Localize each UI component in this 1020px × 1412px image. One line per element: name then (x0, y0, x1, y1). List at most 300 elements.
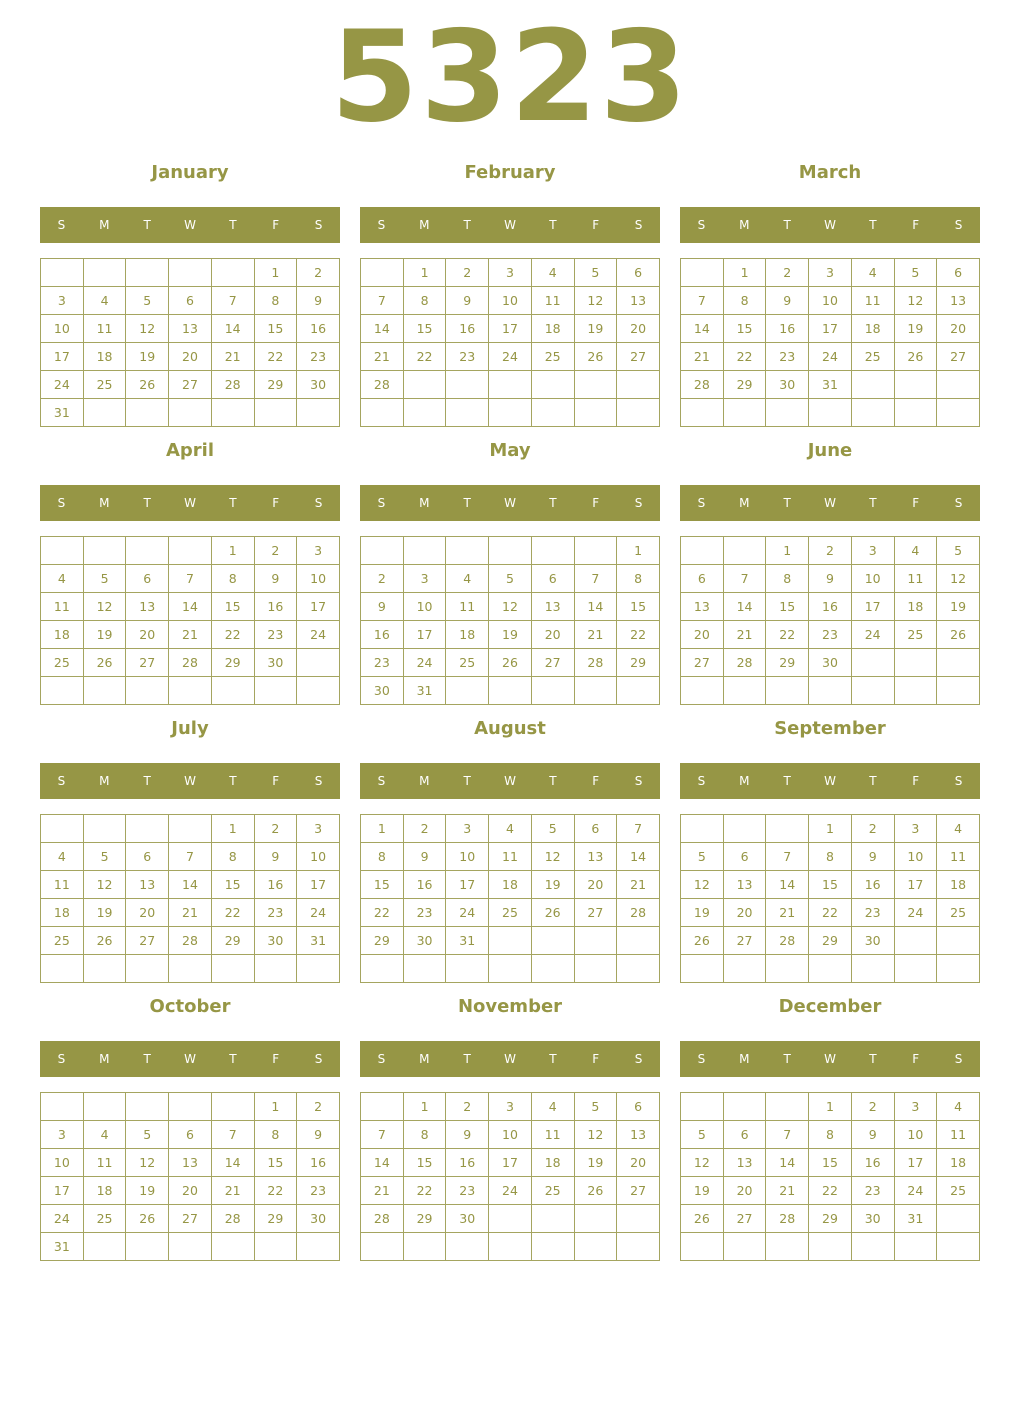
week-row (681, 815, 980, 843)
day-cell: 19 (894, 315, 937, 343)
weekday-label: F (912, 218, 920, 232)
weekday-label: W (184, 1052, 196, 1066)
empty-day-cell (766, 815, 809, 843)
day-cell: 10 (41, 1149, 84, 1177)
day-cell: 14 (766, 871, 809, 899)
day-cell: 5 (574, 1093, 617, 1121)
day-cell: 15 (617, 593, 660, 621)
weekday-label: M (419, 774, 430, 788)
weekday-label: S (634, 1052, 643, 1066)
day-cell: 27 (126, 649, 169, 677)
empty-day-cell (681, 537, 724, 565)
empty-day-cell (809, 955, 852, 983)
day-cell: 7 (211, 287, 254, 315)
empty-day-cell (126, 537, 169, 565)
day-cell: 19 (681, 899, 724, 927)
weekday-label: S (377, 774, 386, 788)
day-cell: 17 (894, 871, 937, 899)
empty-day-cell (681, 259, 724, 287)
day-cell: 19 (83, 899, 126, 927)
day-cell: 17 (851, 593, 894, 621)
day-cell: 22 (809, 899, 852, 927)
week-row (41, 1149, 340, 1177)
day-cell: 28 (169, 927, 212, 955)
day-grid (360, 258, 660, 427)
empty-day-cell (83, 1233, 126, 1261)
day-cell: 16 (297, 1149, 340, 1177)
week-row (681, 871, 980, 899)
month-name: July (171, 718, 209, 739)
day-cell: 28 (169, 649, 212, 677)
empty-day-cell (809, 1233, 852, 1261)
weekday-label: T (143, 1052, 151, 1066)
empty-day-cell (851, 677, 894, 705)
empty-day-cell (254, 399, 297, 427)
empty-day-cell (489, 371, 532, 399)
day-cell: 30 (297, 371, 340, 399)
day-cell: 27 (169, 371, 212, 399)
empty-day-cell (766, 955, 809, 983)
empty-day-cell (83, 815, 126, 843)
day-cell: 3 (894, 815, 937, 843)
empty-day-cell (446, 399, 489, 427)
day-cell: 2 (361, 565, 404, 593)
day-cell: 15 (361, 871, 404, 899)
empty-day-cell (41, 259, 84, 287)
week-row (361, 927, 660, 955)
week-row (361, 843, 660, 871)
empty-day-cell (531, 955, 574, 983)
day-cell: 18 (937, 1149, 980, 1177)
empty-day-cell (574, 927, 617, 955)
empty-day-cell (766, 677, 809, 705)
empty-day-cell (617, 677, 660, 705)
weekday-label: T (143, 218, 151, 232)
day-cell: 5 (937, 537, 980, 565)
weekday-label: S (697, 496, 706, 510)
day-cell: 5 (489, 565, 532, 593)
day-cell: 25 (531, 343, 574, 371)
empty-day-cell (41, 815, 84, 843)
day-cell: 5 (681, 1121, 724, 1149)
day-cell: 30 (361, 677, 404, 705)
weekday-label: T (869, 774, 877, 788)
day-cell: 4 (83, 287, 126, 315)
weekday-label: W (504, 774, 516, 788)
day-cell: 12 (489, 593, 532, 621)
day-cell: 8 (766, 565, 809, 593)
week-row (41, 399, 340, 427)
day-cell: 23 (851, 899, 894, 927)
day-cell: 19 (574, 315, 617, 343)
day-cell: 13 (617, 287, 660, 315)
day-cell: 13 (126, 871, 169, 899)
day-cell: 9 (254, 565, 297, 593)
weekday-label: S (954, 1052, 963, 1066)
day-cell: 9 (851, 1121, 894, 1149)
week-row (41, 593, 340, 621)
day-cell: 24 (809, 343, 852, 371)
day-cell: 5 (574, 259, 617, 287)
empty-day-cell (574, 1205, 617, 1233)
weekday-label: T (143, 496, 151, 510)
empty-day-cell (531, 371, 574, 399)
week-row (681, 593, 980, 621)
day-cell: 11 (531, 287, 574, 315)
empty-day-cell (937, 1205, 980, 1233)
empty-day-cell (297, 677, 340, 705)
day-grid (680, 258, 980, 427)
weekday-label: T (229, 1052, 237, 1066)
weekday-label: M (739, 218, 750, 232)
weekday-label: T (463, 218, 471, 232)
weekday-label: M (99, 774, 110, 788)
day-cell: 2 (297, 1093, 340, 1121)
day-cell: 6 (169, 1121, 212, 1149)
empty-day-cell (126, 259, 169, 287)
day-cell: 17 (297, 871, 340, 899)
day-cell: 10 (489, 1121, 532, 1149)
day-cell: 15 (254, 315, 297, 343)
week-row (41, 815, 340, 843)
day-cell: 20 (681, 621, 724, 649)
day-cell: 30 (851, 927, 894, 955)
week-row (41, 537, 340, 565)
day-cell: 21 (361, 343, 404, 371)
day-cell: 26 (531, 899, 574, 927)
day-cell: 29 (723, 371, 766, 399)
day-cell: 4 (937, 1093, 980, 1121)
empty-day-cell (489, 677, 532, 705)
day-cell: 20 (574, 871, 617, 899)
day-cell: 3 (489, 259, 532, 287)
weekday-header (360, 207, 660, 243)
empty-day-cell (83, 677, 126, 705)
week-row (361, 899, 660, 927)
empty-day-cell (403, 955, 446, 983)
empty-day-cell (83, 1093, 126, 1121)
day-cell: 3 (851, 537, 894, 565)
empty-day-cell (937, 371, 980, 399)
weekday-label: T (229, 774, 237, 788)
empty-day-cell (254, 677, 297, 705)
day-cell: 5 (83, 843, 126, 871)
day-cell: 15 (211, 871, 254, 899)
empty-day-cell (617, 399, 660, 427)
empty-day-cell (169, 537, 212, 565)
day-cell: 30 (809, 649, 852, 677)
week-row (681, 621, 980, 649)
empty-day-cell (574, 371, 617, 399)
empty-day-cell (361, 955, 404, 983)
week-row (41, 621, 340, 649)
empty-day-cell (41, 955, 84, 983)
day-cell: 10 (446, 843, 489, 871)
day-cell: 18 (446, 621, 489, 649)
day-cell: 21 (723, 621, 766, 649)
day-cell: 11 (937, 843, 980, 871)
empty-day-cell (851, 955, 894, 983)
empty-day-cell (894, 1233, 937, 1261)
weekday-label: W (184, 496, 196, 510)
weekday-label: W (504, 218, 516, 232)
day-cell: 3 (403, 565, 446, 593)
day-cell: 24 (489, 343, 532, 371)
weekday-label: F (912, 496, 920, 510)
day-cell: 8 (617, 565, 660, 593)
day-cell: 12 (126, 1149, 169, 1177)
day-cell: 27 (574, 899, 617, 927)
weekday-label: T (143, 774, 151, 788)
day-cell: 6 (937, 259, 980, 287)
empty-day-cell (531, 1233, 574, 1261)
day-cell: 3 (297, 815, 340, 843)
day-cell: 19 (574, 1149, 617, 1177)
week-row (681, 843, 980, 871)
day-cell: 1 (211, 815, 254, 843)
empty-day-cell (83, 955, 126, 983)
day-cell: 14 (681, 315, 724, 343)
day-cell: 16 (446, 315, 489, 343)
weekday-label: T (869, 218, 877, 232)
week-row (41, 343, 340, 371)
weekday-label: W (504, 496, 516, 510)
day-cell: 14 (361, 1149, 404, 1177)
day-cell: 16 (297, 315, 340, 343)
day-cell: 15 (766, 593, 809, 621)
weekday-label: F (592, 1052, 600, 1066)
day-cell: 5 (681, 843, 724, 871)
day-cell: 23 (851, 1177, 894, 1205)
day-cell: 14 (766, 1149, 809, 1177)
day-cell: 12 (681, 871, 724, 899)
week-row (41, 927, 340, 955)
day-grid (360, 1092, 660, 1261)
empty-day-cell (681, 1233, 724, 1261)
day-cell: 1 (254, 1093, 297, 1121)
day-cell: 25 (489, 899, 532, 927)
day-cell: 24 (41, 371, 84, 399)
empty-day-cell (403, 537, 446, 565)
empty-day-cell (531, 927, 574, 955)
weekday-label: S (954, 496, 963, 510)
day-cell: 8 (723, 287, 766, 315)
empty-day-cell (766, 1093, 809, 1121)
day-cell: 11 (83, 1149, 126, 1177)
empty-day-cell (126, 955, 169, 983)
day-cell: 7 (766, 1121, 809, 1149)
empty-day-cell (937, 399, 980, 427)
day-cell: 3 (41, 1121, 84, 1149)
day-cell: 29 (361, 927, 404, 955)
empty-day-cell (617, 1205, 660, 1233)
weekday-label: F (272, 1052, 280, 1066)
day-cell: 31 (446, 927, 489, 955)
day-cell: 22 (809, 1177, 852, 1205)
weekday-label: W (824, 218, 836, 232)
day-cell: 6 (617, 1093, 660, 1121)
day-cell: 24 (489, 1177, 532, 1205)
day-cell: 16 (254, 871, 297, 899)
day-cell: 8 (254, 287, 297, 315)
weekday-label: S (57, 496, 66, 510)
week-row (681, 343, 980, 371)
empty-day-cell (894, 955, 937, 983)
week-row (41, 649, 340, 677)
day-cell: 28 (723, 649, 766, 677)
week-row (361, 259, 660, 287)
day-cell: 15 (254, 1149, 297, 1177)
day-cell: 22 (723, 343, 766, 371)
weekday-header (680, 485, 980, 521)
day-cell: 19 (681, 1177, 724, 1205)
weekday-label: W (824, 496, 836, 510)
weekday-label: T (869, 496, 877, 510)
day-cell: 3 (41, 287, 84, 315)
month-name: November (457, 996, 563, 1017)
week-row (681, 1093, 980, 1121)
day-cell: 31 (41, 1233, 84, 1261)
day-cell: 23 (297, 343, 340, 371)
day-cell: 10 (297, 843, 340, 871)
day-cell: 27 (937, 343, 980, 371)
weekday-label: S (634, 496, 643, 510)
day-cell: 26 (574, 343, 617, 371)
day-cell: 14 (169, 593, 212, 621)
day-cell: 23 (809, 621, 852, 649)
day-cell: 19 (126, 1177, 169, 1205)
empty-day-cell (446, 1233, 489, 1261)
empty-day-cell (446, 677, 489, 705)
day-cell: 28 (766, 1205, 809, 1233)
day-cell: 4 (894, 537, 937, 565)
week-row (681, 287, 980, 315)
empty-day-cell (574, 955, 617, 983)
weekday-label: F (272, 774, 280, 788)
empty-day-cell (937, 677, 980, 705)
weekday-label: F (272, 218, 280, 232)
day-cell: 18 (41, 899, 84, 927)
day-cell: 10 (894, 843, 937, 871)
day-cell: 10 (809, 287, 852, 315)
day-cell: 13 (723, 1149, 766, 1177)
day-cell: 28 (617, 899, 660, 927)
day-cell: 11 (851, 287, 894, 315)
weekday-header (40, 207, 340, 243)
day-cell: 27 (617, 343, 660, 371)
empty-day-cell (766, 1233, 809, 1261)
day-cell: 22 (403, 1177, 446, 1205)
weekday-header (360, 1041, 660, 1077)
weekday-label: F (912, 1052, 920, 1066)
week-row (681, 1177, 980, 1205)
day-cell: 4 (41, 565, 84, 593)
day-cell: 8 (361, 843, 404, 871)
day-cell: 10 (41, 315, 84, 343)
day-cell: 4 (446, 565, 489, 593)
day-cell: 21 (574, 621, 617, 649)
day-cell: 7 (211, 1121, 254, 1149)
day-cell: 7 (361, 287, 404, 315)
day-cell: 17 (41, 343, 84, 371)
day-cell: 25 (894, 621, 937, 649)
weekday-label: T (229, 218, 237, 232)
week-row (681, 899, 980, 927)
weekday-label: T (229, 496, 237, 510)
day-cell: 26 (83, 927, 126, 955)
day-cell: 13 (574, 843, 617, 871)
day-cell: 2 (254, 537, 297, 565)
day-cell: 11 (894, 565, 937, 593)
empty-day-cell (894, 649, 937, 677)
empty-day-cell (617, 1233, 660, 1261)
week-row (361, 371, 660, 399)
day-cell: 13 (169, 1149, 212, 1177)
empty-day-cell (851, 371, 894, 399)
week-row (41, 1205, 340, 1233)
weekday-header (40, 763, 340, 799)
day-cell: 13 (169, 315, 212, 343)
day-cell: 1 (211, 537, 254, 565)
empty-day-cell (41, 537, 84, 565)
empty-day-cell (211, 399, 254, 427)
day-cell: 25 (851, 343, 894, 371)
day-cell: 25 (937, 1177, 980, 1205)
day-cell: 1 (766, 537, 809, 565)
week-row (361, 287, 660, 315)
empty-day-cell (723, 537, 766, 565)
weekday-label: S (697, 1052, 706, 1066)
day-cell: 28 (766, 927, 809, 955)
weekday-label: W (824, 774, 836, 788)
day-cell: 26 (83, 649, 126, 677)
week-row (361, 399, 660, 427)
empty-day-cell (723, 1093, 766, 1121)
day-cell: 15 (809, 1149, 852, 1177)
day-cell: 6 (681, 565, 724, 593)
empty-day-cell (617, 955, 660, 983)
week-row (41, 677, 340, 705)
day-cell: 13 (937, 287, 980, 315)
empty-day-cell (403, 399, 446, 427)
week-row (361, 537, 660, 565)
day-cell: 10 (297, 565, 340, 593)
day-cell: 2 (297, 259, 340, 287)
weekday-label: M (419, 496, 430, 510)
week-row (361, 677, 660, 705)
empty-day-cell (41, 677, 84, 705)
day-cell: 9 (446, 287, 489, 315)
day-cell: 13 (126, 593, 169, 621)
empty-day-cell (211, 1233, 254, 1261)
empty-day-cell (681, 815, 724, 843)
week-row (41, 1233, 340, 1261)
weekday-label: M (419, 218, 430, 232)
weekday-label: S (314, 774, 323, 788)
empty-day-cell (489, 927, 532, 955)
week-row (361, 1177, 660, 1205)
day-cell: 27 (531, 649, 574, 677)
day-cell: 2 (851, 1093, 894, 1121)
week-row (361, 343, 660, 371)
weekday-label: S (697, 774, 706, 788)
empty-day-cell (766, 399, 809, 427)
empty-day-cell (297, 1233, 340, 1261)
empty-day-cell (894, 927, 937, 955)
day-cell: 20 (723, 899, 766, 927)
day-cell: 8 (403, 287, 446, 315)
week-row (681, 1121, 980, 1149)
